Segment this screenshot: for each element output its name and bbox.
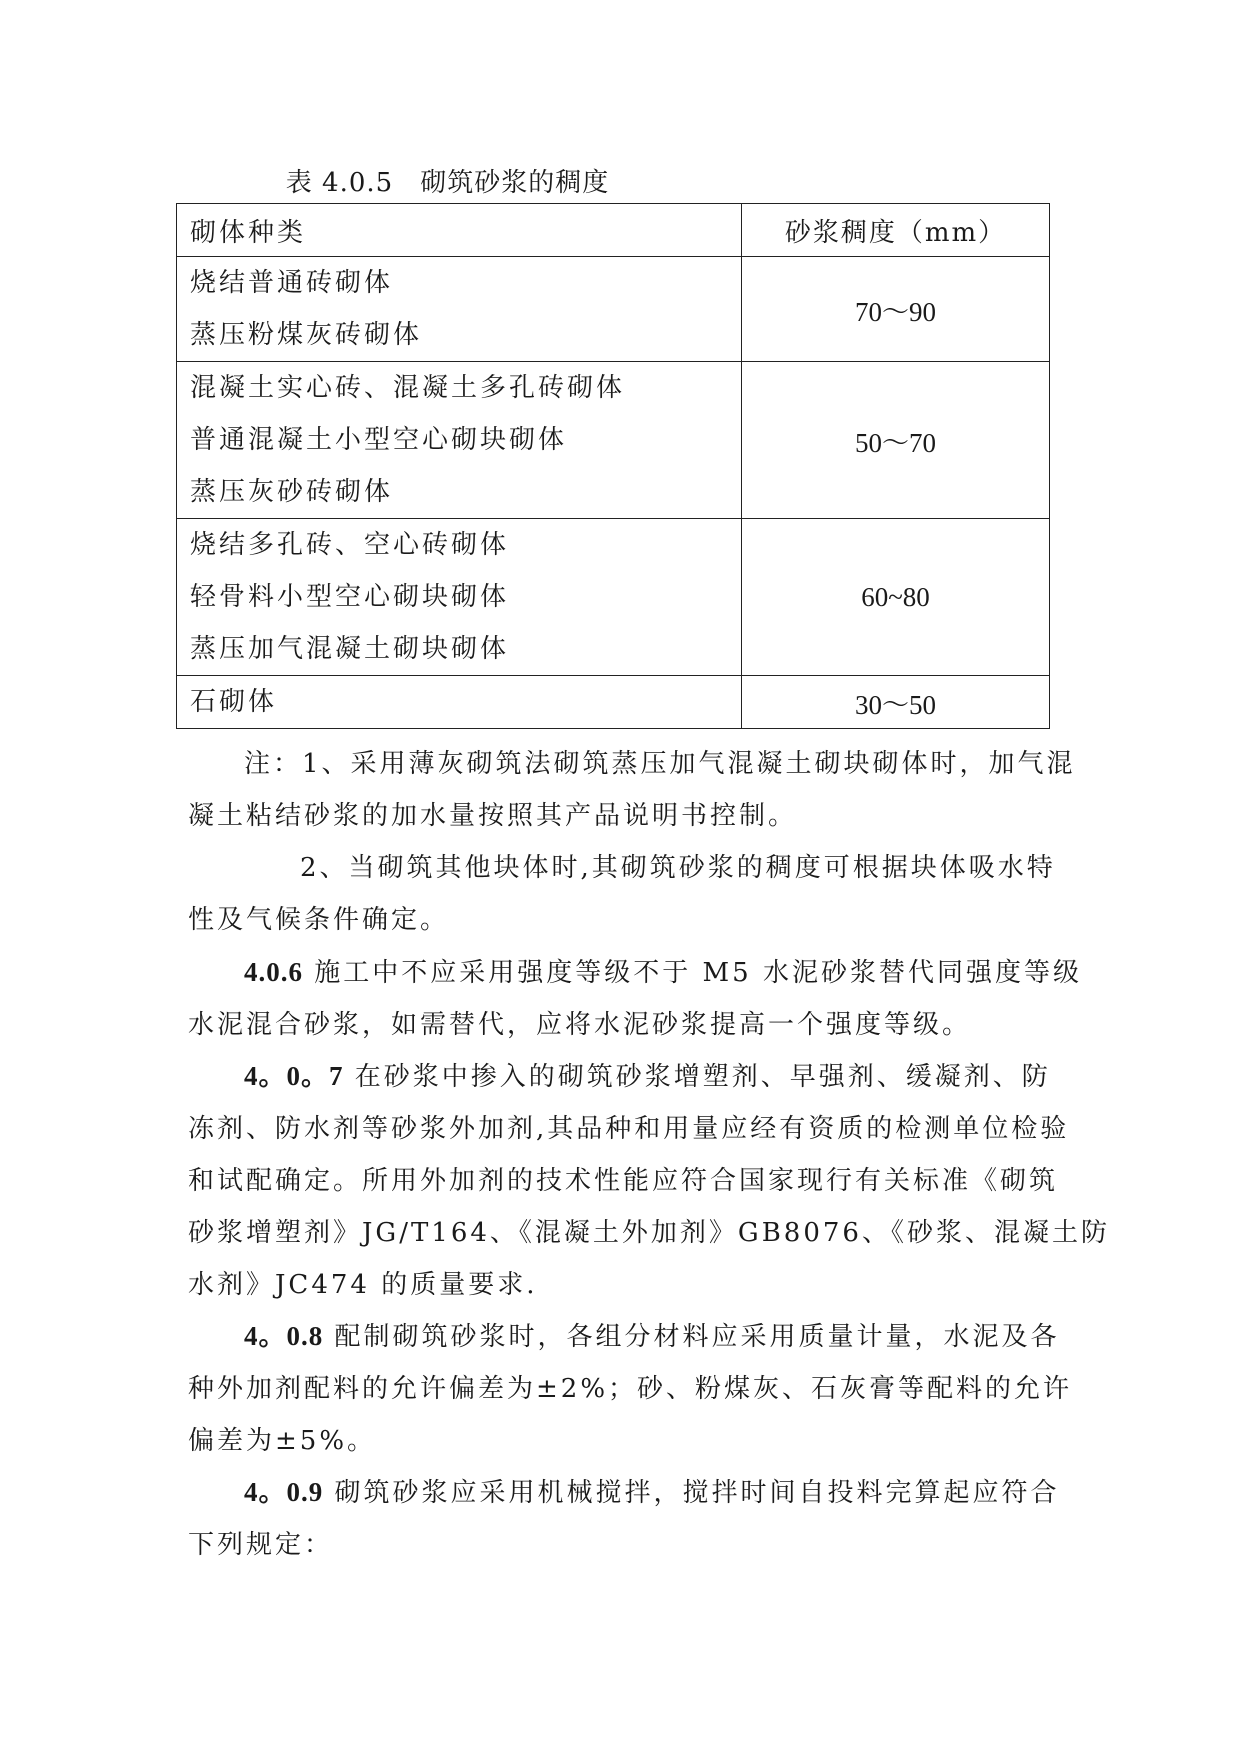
masonry-type-cell [177, 362, 742, 519]
table-row [177, 362, 1050, 519]
note-1-line-2: 凝土粘结砂浆的加水量按照其产品说明书控制。 [188, 801, 798, 831]
table-row [177, 676, 1050, 729]
clause-line: 冻剂、防水剂等砂浆外加剂,其品种和用量应经有资质的检测单位检验 [188, 1114, 1070, 1144]
consistency-value: 60~80 [742, 519, 1050, 676]
header-masonry-type: 砌体种类 [177, 204, 742, 257]
clause-line [188, 1050, 1064, 1103]
masonry-type-cell [177, 676, 742, 729]
masonry-type: 混凝土实心砖、混凝土多孔砖砌体 [190, 373, 626, 403]
note-2-line-2: 性及气候条件确定。 [188, 905, 450, 935]
table-title: 表 4.0.5 砌筑砂浆的稠度 [285, 168, 610, 198]
note-2-line-1: 2、当砌筑其他块体时,其砌筑砂浆的稠度可根据块体吸水特 [300, 853, 1056, 883]
clause-line: 偏差为±5%。 [188, 1426, 377, 1456]
clause-text: 在砂浆中掺入的砌筑砂浆增塑剂、早强剂、缓凝剂、防 [354, 1062, 1051, 1092]
clause-number: 4。0.9 [244, 1477, 324, 1507]
clause-4-0-6 [188, 946, 1082, 1051]
clause-line: 种外加剂配料的允许偏差为±2%；砂、粉煤灰、石灰膏等配料的允许 [188, 1374, 1073, 1404]
clause-4-0-8 [188, 1310, 1073, 1467]
clause-number: 4。0。7 [244, 1061, 344, 1091]
clause-number: 4.0.6 [244, 957, 303, 987]
table-row [177, 519, 1050, 676]
clause-text: 砌筑砂浆应采用机械搅拌，搅拌时间自投料完算起应符合 [334, 1478, 1060, 1508]
clause-line [188, 1466, 1064, 1519]
masonry-type: 蒸压灰砂砖砌体 [190, 477, 394, 507]
clause-line [188, 1310, 1064, 1363]
masonry-type-cell [177, 519, 742, 676]
table-header-row [177, 204, 1050, 257]
clause-line: 和试配确定。所用外加剂的技术性能应符合国家现行有关标准《砌筑 [188, 1166, 1059, 1196]
table-notes [188, 738, 1076, 946]
clause-4-0-7 [188, 1050, 1110, 1311]
header-mortar-consistency: 砂浆稠度（mm） [742, 204, 1050, 257]
clause-text: 配制砌筑砂浆时，各组分材料应采用质量计量，水泥及各 [334, 1322, 1060, 1352]
clause-line: 下列规定： [188, 1530, 334, 1560]
consistency-value: 70～90 [742, 257, 1050, 362]
clause-text: 施工中不应采用强度等级不于 M5 水泥砂浆替代同强度等级 [314, 958, 1082, 988]
note-1-line-1: 注：1、采用薄灰砌筑法砌筑蒸压加气混凝土砌块砌体时，加气混 [244, 749, 1076, 779]
masonry-type: 蒸压加气混凝土砌块砌体 [190, 634, 510, 664]
clause-line: 砂浆增塑剂》JG/T164、《混凝土外加剂》GB8076、《砂浆、混凝土防 [188, 1218, 1110, 1248]
consistency-table [176, 203, 1050, 729]
masonry-type: 烧结普通砖砌体 [190, 268, 394, 298]
clause-4-0-9 [188, 1466, 1064, 1571]
clause-line: 水剂》JC474 的质量要求. [188, 1270, 538, 1300]
consistency-value: 50～70 [742, 362, 1050, 519]
table-row [177, 257, 1050, 362]
masonry-type: 轻骨料小型空心砌块砌体 [190, 582, 510, 612]
masonry-type: 石砌体 [190, 687, 278, 717]
masonry-type-cell [177, 257, 742, 362]
masonry-type: 烧结多孔砖、空心砖砌体 [190, 530, 510, 560]
masonry-type: 蒸压粉煤灰砖砌体 [190, 320, 423, 350]
consistency-value: 30～50 [742, 676, 1050, 729]
masonry-type: 普通混凝土小型空心砌块砌体 [190, 425, 568, 455]
clause-line: 水泥混合砂浆，如需替代，应将水泥砂浆提高一个强度等级。 [188, 1010, 972, 1040]
clause-line [188, 946, 1082, 999]
clause-number: 4。0.8 [244, 1321, 324, 1351]
